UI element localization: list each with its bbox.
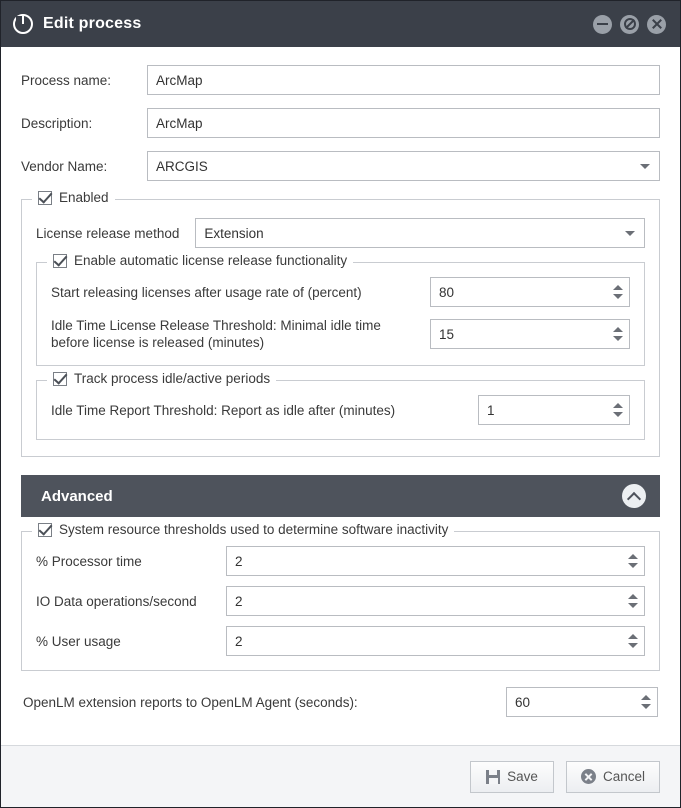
vendor-name-row	[21, 151, 660, 181]
track-idle-checkbox[interactable]	[53, 372, 67, 386]
description-label: Description:	[21, 115, 93, 131]
enabled-legend	[32, 190, 115, 205]
user-usage-stepper[interactable]	[226, 626, 645, 656]
system-thresholds-label: System resource thresholds used to determine software inactivity	[59, 522, 449, 537]
io-data-operations-label: IO Data operations/second	[36, 593, 197, 609]
description-row	[21, 108, 660, 138]
idle-report-threshold-row	[51, 395, 630, 425]
extension-report-stepper[interactable]	[506, 687, 658, 717]
io-data-operations-row	[36, 586, 645, 616]
vendor-name-select[interactable]	[147, 151, 660, 181]
license-release-label: License release method	[36, 225, 180, 241]
vendor-name-input[interactable]	[147, 151, 660, 181]
enabled-label: Enabled	[59, 190, 109, 205]
process-name-row	[21, 65, 660, 95]
description-input[interactable]	[147, 108, 660, 138]
process-name-input[interactable]	[147, 65, 660, 95]
vendor-name-label: Vendor Name:	[21, 158, 108, 174]
dialog-button-bar	[1, 745, 680, 807]
idle-report-threshold-stepper[interactable]	[478, 395, 630, 425]
close-button[interactable]	[647, 15, 666, 34]
track-idle-legend	[47, 371, 276, 386]
auto-release-checkbox[interactable]	[53, 254, 67, 268]
chevron-up-icon[interactable]	[622, 484, 646, 508]
processor-time-row	[36, 546, 645, 576]
io-data-operations-stepper[interactable]	[226, 586, 645, 616]
system-thresholds-group	[21, 522, 660, 671]
auto-release-label: Enable automatic license release functionality	[74, 253, 348, 268]
license-release-input[interactable]	[195, 218, 645, 248]
extension-report-label: OpenLM extension reports to OpenLM Agent (seconds):	[23, 694, 358, 710]
idle-report-threshold-input[interactable]	[478, 395, 630, 425]
process-name-label: Process name:	[21, 72, 112, 88]
usage-rate-input[interactable]	[430, 277, 630, 307]
user-usage-input[interactable]	[226, 626, 645, 656]
usage-rate-label: Start releasing licenses after usage rate of (percent)	[51, 284, 362, 300]
window-controls	[593, 15, 666, 34]
title-bar	[1, 1, 680, 47]
license-release-select[interactable]	[195, 218, 645, 248]
power-process-icon	[13, 14, 33, 34]
window-title: Edit process	[43, 15, 142, 32]
advanced-title: Advanced	[41, 487, 113, 505]
minimize-button[interactable]	[593, 15, 612, 34]
user-usage-row	[36, 626, 645, 656]
auto-release-group	[36, 253, 645, 366]
enabled-checkbox[interactable]	[38, 191, 52, 205]
processor-time-stepper[interactable]	[226, 546, 645, 576]
cancel-button-label: Cancel	[602, 769, 645, 784]
save-icon	[486, 770, 500, 784]
idle-release-threshold-row	[51, 317, 630, 351]
idle-release-threshold-label: Idle Time License Release Threshold: Minimal idle time before license is released (minutes)	[51, 318, 381, 350]
license-release-row	[36, 218, 645, 248]
auto-release-legend	[47, 253, 353, 268]
extension-report-row	[21, 687, 660, 717]
processor-time-label: % Processor time	[36, 553, 142, 569]
idle-report-threshold-label: Idle Time Report Threshold: Report as idle after (minutes)	[51, 402, 396, 418]
system-thresholds-checkbox[interactable]	[38, 523, 52, 537]
extension-report-input[interactable]	[506, 687, 658, 717]
cancel-button[interactable]	[566, 761, 660, 793]
idle-release-threshold-input[interactable]	[430, 319, 630, 349]
usage-rate-stepper[interactable]	[430, 277, 630, 307]
system-thresholds-legend	[32, 522, 454, 537]
cancel-icon	[581, 769, 596, 784]
track-idle-label: Track process idle/active periods	[74, 371, 271, 386]
processor-time-input[interactable]	[226, 546, 645, 576]
usage-rate-row	[51, 277, 630, 307]
user-usage-label: % User usage	[36, 633, 121, 649]
io-data-operations-input[interactable]	[226, 586, 645, 616]
idle-release-threshold-stepper[interactable]	[430, 319, 630, 349]
save-button-label: Save	[507, 769, 538, 784]
form-body	[1, 47, 680, 745]
block-button[interactable]	[620, 15, 639, 34]
advanced-section-header[interactable]	[21, 475, 660, 517]
enabled-group	[21, 190, 660, 457]
track-idle-group	[36, 371, 645, 440]
save-button[interactable]	[470, 761, 554, 793]
